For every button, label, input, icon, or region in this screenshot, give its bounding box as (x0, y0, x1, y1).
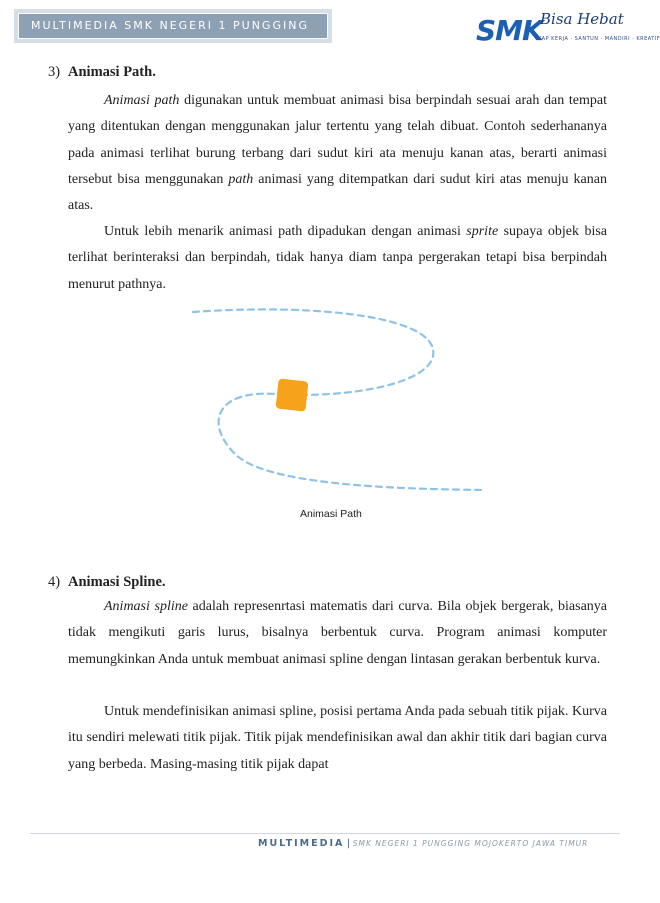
section-4-number: 4) (48, 574, 61, 590)
dashed-motion-path (193, 309, 485, 490)
header-banner-text: MULTIMEDIA SMK NEGERI 1 PUNGGING (31, 19, 309, 32)
logo-script-text: Bisa Hebat (540, 10, 624, 28)
section-3-p1-text-a: digunakan untuk membuat animasi bisa berpindah sesuai arah dan tempat yang ditentukan dengan menggunakan jalur tertentu yang telah dibuat. Contoh sederhananya pada animasi terlihat burung terbang dari sudut kiri ata menuju kanan atas, berarti animasi tersebut bisa menggunakan (68, 93, 607, 187)
term-animasi-spline: Animasi spline (104, 599, 188, 614)
footer (258, 838, 588, 849)
section-4-p2-text: Untuk mendefinisikan animasi spline, posisi pertama Anda pada sebuah titik pijak. Kurva itu sendiri melewati titik pijak. Titik pijak mendefinisikan awal dan akhir titik dari bagian curva yang berbeda. Masing-masing titik pijak dapat (68, 704, 607, 772)
figure-caption: Animasi Path (300, 508, 362, 520)
section-3-p2-text-b: supaya objek bisa terlihat berinteraksi dan berpindah, tidak hanya diam tanpa pergerakan tetapi bisa berpindah menurut pathnya. (68, 224, 608, 292)
section-3-title: Animasi Path. (68, 64, 156, 80)
term-path: path (228, 171, 254, 187)
section-3-p1-text-b: animasi yang ditempatkan dari sudut kiri atas menuju kanan atas. (68, 171, 607, 214)
moving-object-square (276, 379, 309, 412)
header-banner-inner (18, 13, 328, 39)
section-3-number: 3) (48, 64, 61, 80)
section-4-paragraph-2 (68, 699, 607, 778)
section-4-p1-text: adalah represenrtasi matematis dari curva. Bila objek bergerak, biasanya tidak mengikuti garis lurus, bisalnya berbentuk curva. Program animasi komputer memungkinkan Anda untuk membuat animasi spline dengan lintasan gerakan berbentuk kurva. (68, 599, 607, 667)
section-4-paragraph-1 (68, 594, 607, 673)
section-4-heading (48, 574, 166, 591)
animasi-path-figure (185, 304, 445, 499)
section-3-heading (48, 64, 156, 81)
logo-smk-text: SMK (476, 14, 543, 47)
smk-logo (476, 10, 660, 52)
term-sprite: sprite (466, 224, 499, 239)
footer-separator: | (346, 838, 351, 849)
section-3-paragraph-1 (68, 88, 607, 219)
header-banner (14, 9, 332, 43)
section-3-p2-text-a: Untuk lebih menarik animasi path dipadukan dengan animasi (104, 224, 467, 239)
section-3-paragraph-2 (68, 219, 607, 298)
footer-school: SMK NEGERI 1 PUNGGING MOJOKERTO JAWA TIMUR (352, 839, 589, 848)
logo-tagline: SIAP KERJA · SANTUN · MANDIRI · KREATIF (536, 36, 660, 42)
section-4-title: Animasi Spline. (68, 574, 166, 590)
footer-divider (30, 833, 620, 834)
footer-label: MULTIMEDIA (258, 838, 345, 849)
term-animasi-path: Animasi path (104, 93, 180, 108)
